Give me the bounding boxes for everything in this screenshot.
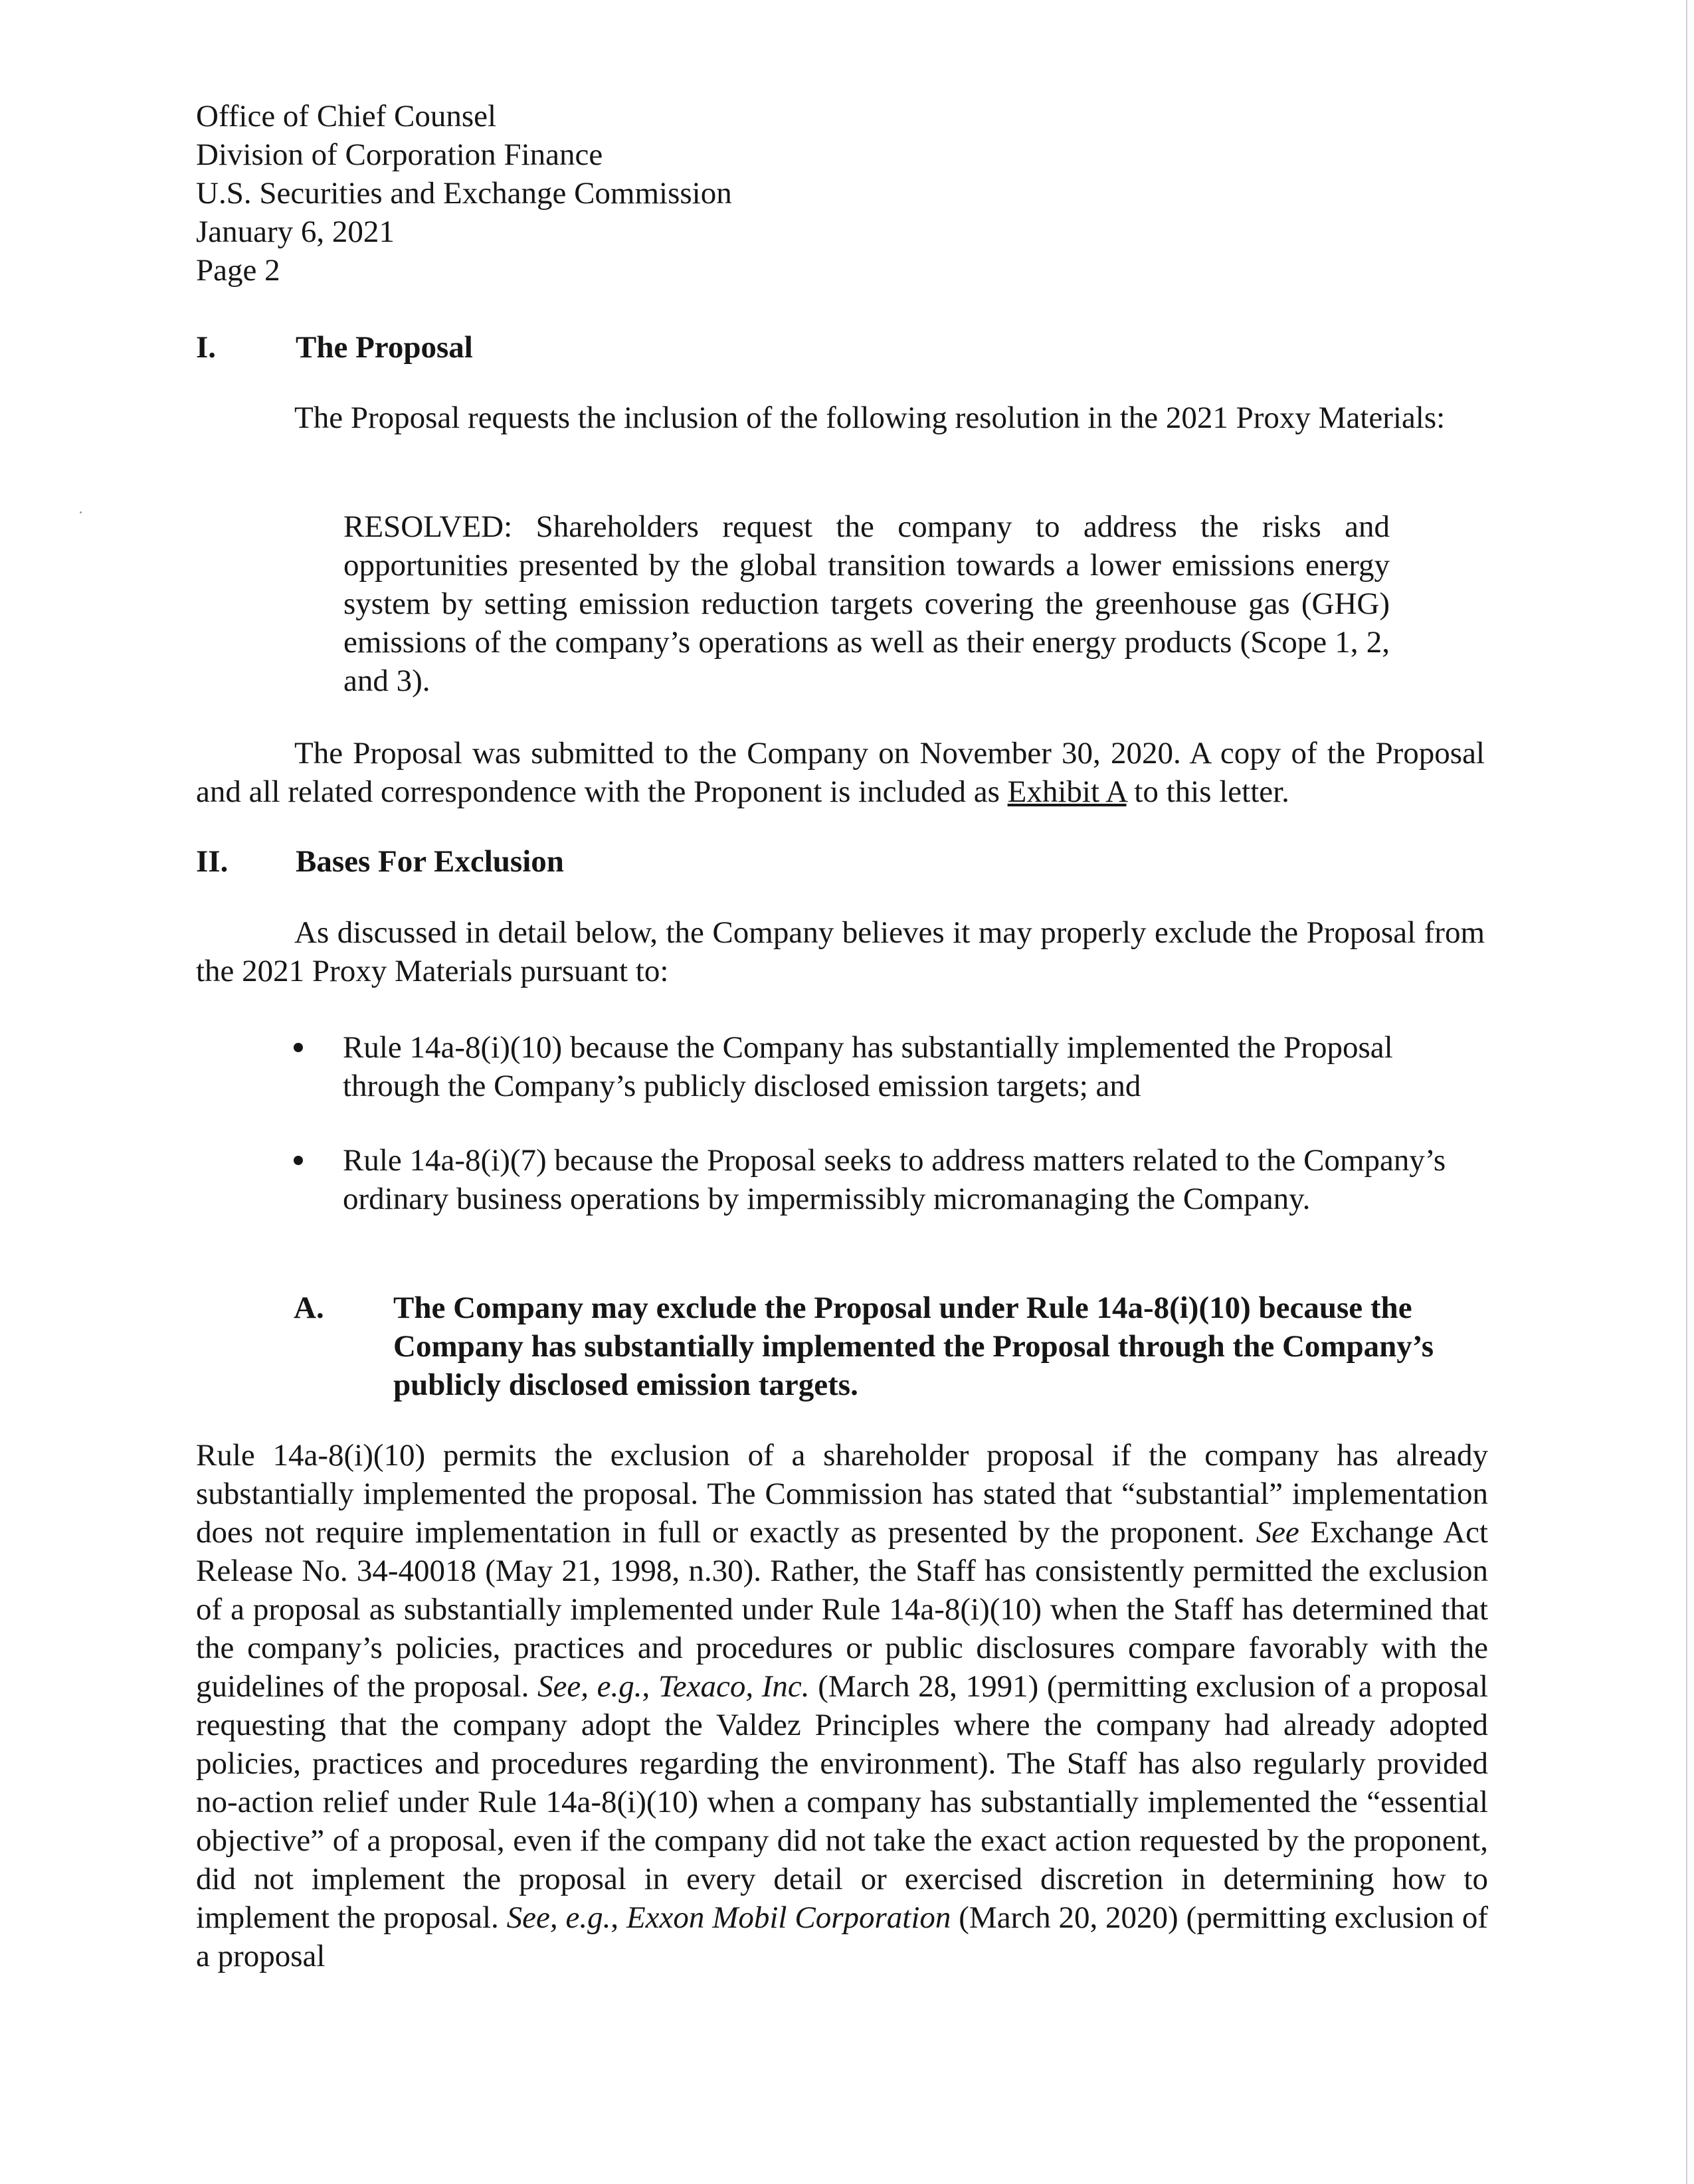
section-number: II. xyxy=(196,844,229,879)
resolution-blockquote: RESOLVED: Shareholders request the company to address the risks and opportunities presented by the global transition towards a lower emissions energy system by setting emission reduction targets covering the greenhouse gas (GHG) emissions of the company’s operations as well as their energy products (Scope 1, 2, and 3). xyxy=(343,509,1390,698)
section-title: The Proposal xyxy=(296,330,473,365)
header-page-number: Page 2 xyxy=(196,253,280,288)
subsection-letter: A. xyxy=(294,1291,324,1325)
body-text: Exchange Act Release No. 34-40018 (May 21, 1998, n.30). Rather, the Staff has consistently permitted the exclusion of a proposal as substantially implemented under Rule 14a-8(i)(10) when the Staff has determined that the company’s policies, practices and procedures or public disclosures compare favorably with the guidelines of the proposal. xyxy=(196,1515,1488,1704)
exhibit-a-link[interactable]: Exhibit A xyxy=(1007,774,1127,809)
section-number: I. xyxy=(196,330,217,365)
body-text: (March 28, 1991) (permitting exclusion of a proposal requesting that the company adopt the Valdez Principles where the company had already adopted policies, practices and procedures regarding the environment). The Staff has also regularly provided no-action relief under Rule 14a-8(i)(10) when a company has substantially implemented the “essential objective” of a proposal, even if the company did not take the exact action requested by the proponent, did not implement the proposal in every detail or exercised discretion in determining how to implement the proposal. xyxy=(196,1669,1489,1935)
letter-header xyxy=(196,97,1126,290)
bullet-text: Rule 14a-8(i)(10) because the Company has substantially implemented the Proposal through the Company’s publicly disclosed emission targets; and xyxy=(343,1030,1393,1103)
citation-signal: See, e.g. xyxy=(537,1669,642,1704)
citation-signal: See xyxy=(1256,1515,1299,1550)
header-division: Division of Corporation Finance xyxy=(196,137,603,172)
body-text: Rule 14a-8(i)(10) permits the exclusion of a shareholder proposal if the company has already substantially implemented the proposal. The Commission has stated that “substantial” implementation does not require implementation in full or exactly as presented by the proponent. xyxy=(196,1438,1488,1550)
body-text: , xyxy=(611,1900,626,1935)
header-commission: U.S. Securities and Exchange Commission xyxy=(196,176,732,211)
submission-text-end: to this letter. xyxy=(1126,774,1289,809)
submission-text: The Proposal was submitted to the Company on November 30, 2020. A copy of the Proposal and all related correspondence with the Proponent is included as xyxy=(196,736,1485,809)
citation-signal: See, e.g. xyxy=(506,1900,611,1935)
case-name: Texaco, Inc. xyxy=(658,1669,810,1704)
section-title: Bases For Exclusion xyxy=(296,844,564,879)
bullet-dot xyxy=(294,1156,303,1165)
substantial-implementation-paragraph xyxy=(196,1436,1488,1975)
section-heading-bases xyxy=(196,842,564,881)
bullet-dot xyxy=(294,1043,303,1052)
page-edge xyxy=(1686,0,1687,2184)
subsection-title: The Company may exclude the Proposal under Rule 14a-8(i)(10) because the Company has substantially implemented the Proposal through the Company’s publicly disclosed emission targets. xyxy=(393,1291,1434,1402)
body-text: , xyxy=(642,1669,658,1704)
section-heading-proposal xyxy=(196,328,473,367)
case-name: Exxon Mobil Corporation xyxy=(626,1900,951,1935)
submission-paragraph xyxy=(196,734,1485,811)
header-office: Office of Chief Counsel xyxy=(196,99,497,134)
header-date: January 6, 2021 xyxy=(196,215,395,249)
scan-speck xyxy=(80,511,82,513)
bullet-text: Rule 14a-8(i)(7) because the Proposal seeks to address matters related to the Company’s ordinary business operations by impermissibly micromanaging the Company. xyxy=(343,1143,1446,1216)
bases-intro-paragraph: As discussed in detail below, the Company believes it may properly exclude the Proposal from the 2021 Proxy Materials pursuant to: xyxy=(196,915,1485,988)
proposal-intro-paragraph: The Proposal requests the inclusion of the following resolution in the 2021 Proxy Materials: xyxy=(294,401,1446,435)
body-text: (March 20, 2020) (permitting exclusion of a proposal xyxy=(196,1900,1489,1973)
